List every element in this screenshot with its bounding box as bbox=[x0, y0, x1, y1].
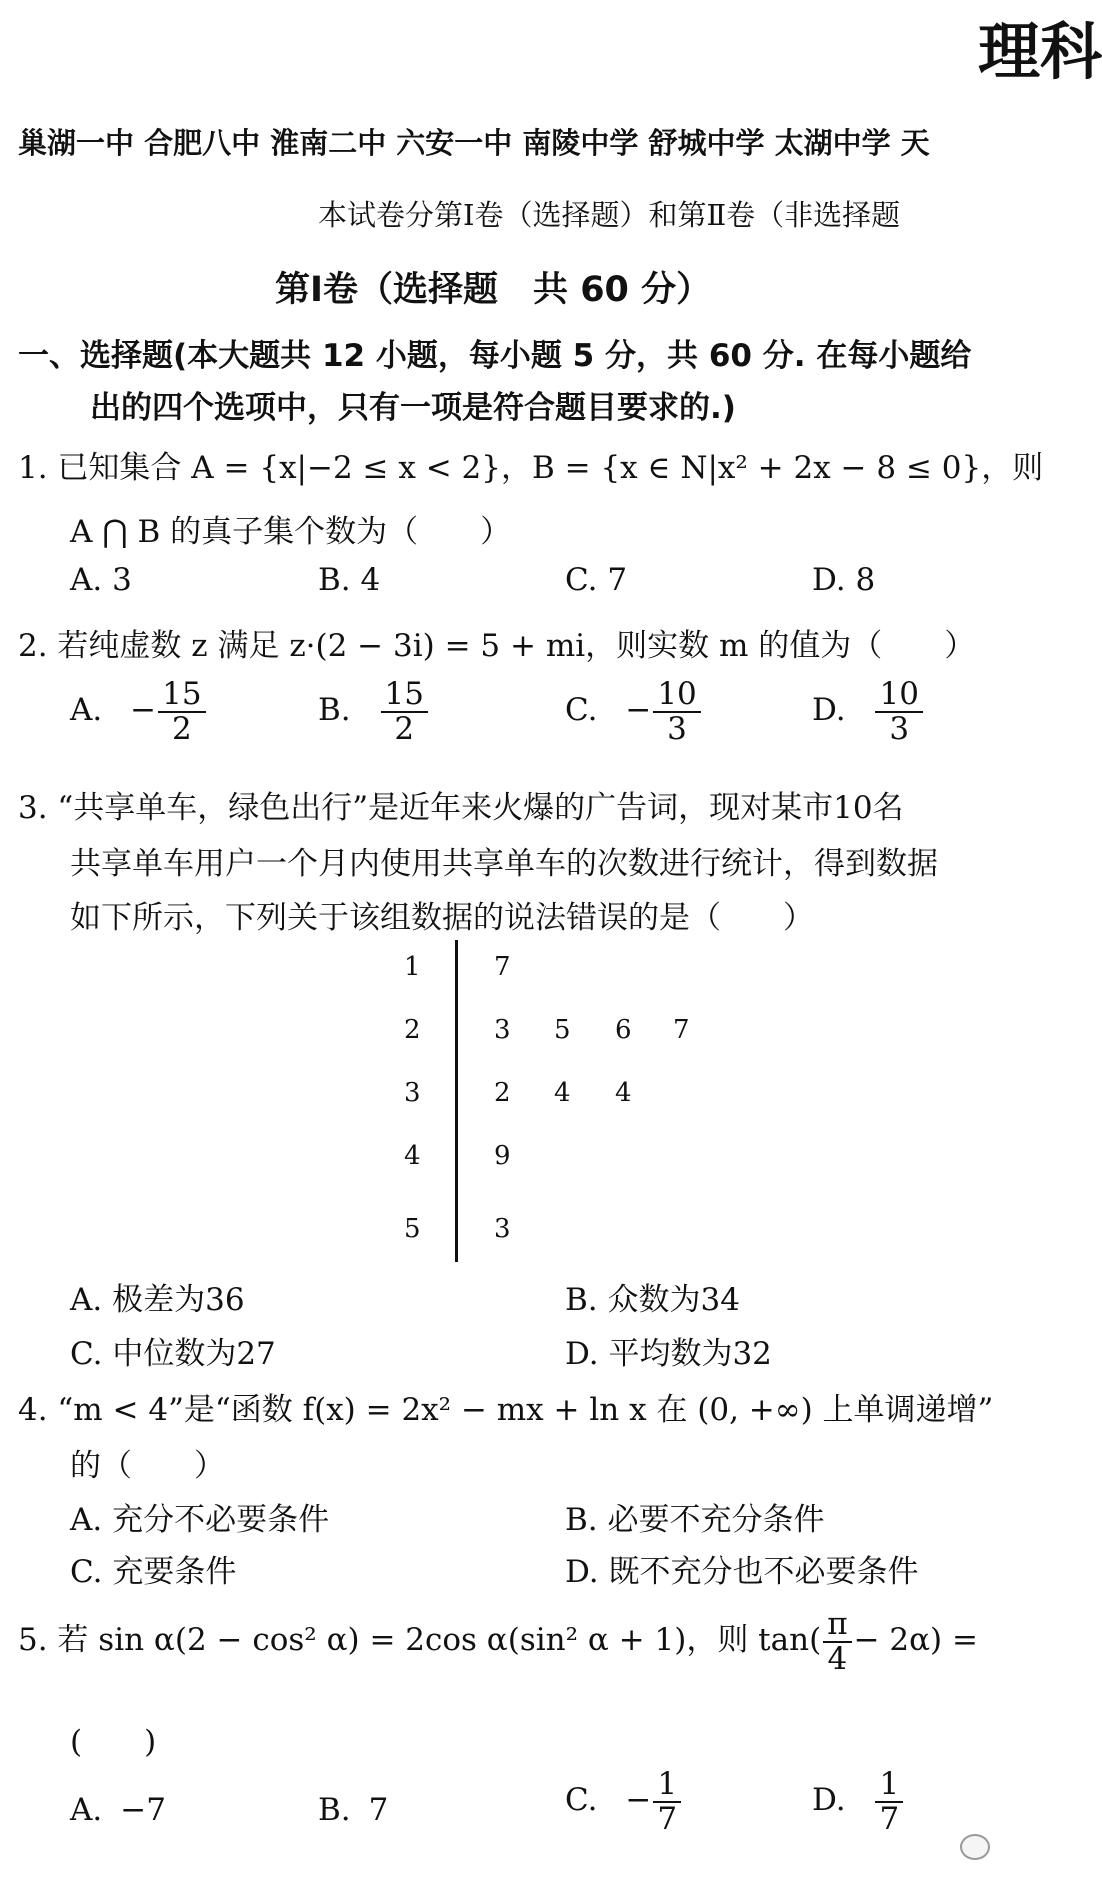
q1-option-a: A. 3 bbox=[70, 562, 132, 598]
q3-stem-line1: 3. “共享单车，绿色出行”是近年来火爆的广告词，现对某市10名 bbox=[18, 790, 904, 826]
leaf: 6 bbox=[615, 1015, 632, 1045]
q2-option-c: C. − $\frac{10}{3}$ bbox=[565, 678, 703, 745]
q4-stem-line1: 4. “m < 4”是“函数 f(x) = 2x² − mx + ln x 在 (0, +∞) 上单调递增” bbox=[18, 1392, 994, 1428]
leaf: 3 bbox=[494, 1015, 511, 1045]
q1-stem-line1: 1. 已知集合 A = {x|−2 ≤ x < 2}，B = {x ∈ N|x² + 2x − 8 ≤ 0}，则 bbox=[18, 450, 1044, 486]
q4-option-a: A. 充分不必要条件 bbox=[70, 1502, 330, 1538]
leaf: 4 bbox=[615, 1078, 632, 1108]
exam-title: 理科 bbox=[978, 15, 1102, 88]
q5-option-d: D. $\frac{1}{7}$ bbox=[812, 1768, 905, 1835]
section-heading-line2: 出的四个选项中，只有一项是符合题目要求的.) bbox=[90, 390, 736, 426]
leaf: 5 bbox=[554, 1015, 571, 1045]
q2-option-d: D. $\frac{10}{3}$ bbox=[812, 678, 925, 745]
q5-stem-line2: ( ) bbox=[70, 1724, 157, 1760]
q3-option-c: C. 中位数为27 bbox=[70, 1336, 276, 1372]
q5-option-a: A. −7 bbox=[70, 1792, 166, 1828]
watermark-icon bbox=[960, 1834, 990, 1860]
q1-option-b: B. 4 bbox=[318, 562, 381, 598]
stem-3: 3 bbox=[404, 1078, 421, 1108]
q5-stem-line1: 5. 若 sin α(2 − cos² α) = 2cos α(sin² α + 1)，则 tan( $\frac{\pi}{4}$ − 2α) = bbox=[18, 1606, 978, 1677]
stem-2: 2 bbox=[404, 1015, 421, 1045]
q3-option-d: D. 平均数为32 bbox=[565, 1336, 772, 1372]
q1-option-d: D. 8 bbox=[812, 562, 876, 598]
leaf: 2 bbox=[494, 1078, 511, 1108]
school-list: 巢湖一中 合肥八中 淮南二中 六安一中 南陵中学 舒城中学 太湖中学 天 bbox=[18, 126, 930, 160]
q3-option-a: A. 极差为36 bbox=[70, 1282, 245, 1318]
stem-5: 5 bbox=[404, 1214, 421, 1244]
q4-option-d: D. 既不充分也不必要条件 bbox=[565, 1554, 919, 1590]
leaf: 7 bbox=[673, 1015, 690, 1045]
q5-option-c: C. − $\frac{1}{7}$ bbox=[565, 1768, 683, 1835]
q2-stem: 2. 若纯虚数 z 满足 z·(2 − 3i) = 5 + mi，则实数 m 的值为（ ） bbox=[18, 628, 976, 664]
stem-1: 1 bbox=[404, 952, 421, 982]
q1-option-c: C. 7 bbox=[565, 562, 628, 598]
q2-option-a: A. − $\frac{15}{2}$ bbox=[70, 678, 208, 745]
stem-4: 4 bbox=[404, 1141, 421, 1171]
q3-option-b: B. 众数为34 bbox=[565, 1282, 740, 1318]
q3-stem-line2: 共享单车用户一个月内使用共享单车的次数进行统计，得到数据 bbox=[70, 846, 938, 882]
q2-option-b: B. $\frac{15}{2}$ bbox=[318, 678, 430, 745]
leaf: 3 bbox=[494, 1214, 511, 1244]
exam-note: 本试卷分第Ⅰ卷（选择题）和第Ⅱ卷（非选择题 bbox=[318, 198, 901, 232]
leaf: 7 bbox=[494, 952, 511, 982]
q4-option-c: C. 充要条件 bbox=[70, 1554, 237, 1590]
part-title: 第Ⅰ卷（选择题 共 60 分） bbox=[275, 270, 712, 310]
q3-stem-line3: 如下所示，下列关于该组数据的说法错误的是（ ） bbox=[70, 900, 814, 936]
stem-leaf-divider bbox=[455, 940, 458, 1262]
leaf: 9 bbox=[494, 1141, 511, 1171]
q5-option-b: B. 7 bbox=[318, 1792, 389, 1828]
leaf: 4 bbox=[554, 1078, 571, 1108]
q4-stem-line2: 的（ ） bbox=[70, 1448, 225, 1484]
section-heading-line1: 一、选择题(本大题共 12 小题，每小题 5 分，共 60 分. 在每小题给 bbox=[18, 338, 972, 374]
q1-stem-line2: A ⋂ B 的真子集个数为（ ） bbox=[70, 514, 512, 550]
q4-option-b: B. 必要不充分条件 bbox=[565, 1502, 825, 1538]
